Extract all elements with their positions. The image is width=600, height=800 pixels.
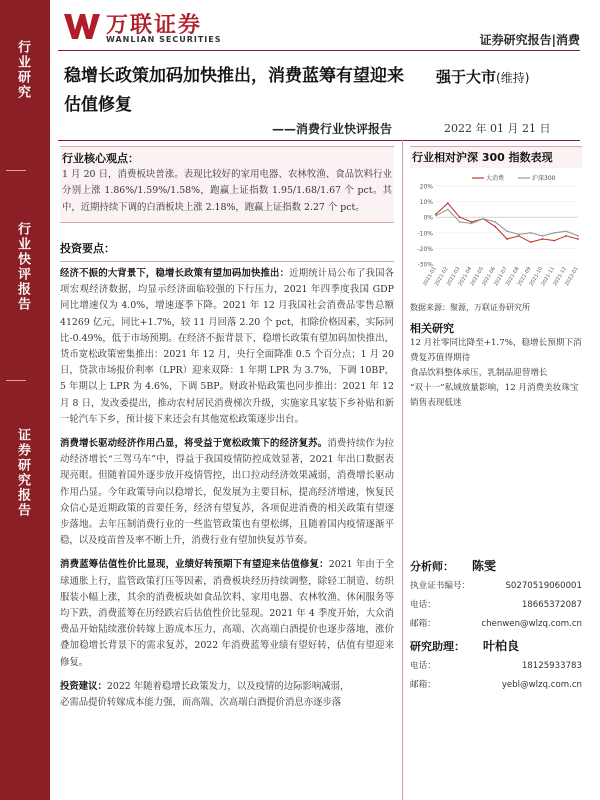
point-paragraph-1 [60,266,394,428]
title-divider [58,140,580,141]
analyst-email[interactable]: chenwen@wlzq.com.cn [481,619,582,629]
x-tick-label: 2021-11 [540,266,557,288]
x-tick-label: 2021-02 [433,266,450,288]
data-point [565,230,567,232]
analyst-phone-label: 电话： [410,600,436,610]
data-point [565,235,567,237]
analyst-phone-row [410,596,582,615]
data-point [553,232,555,234]
report-title: 稳增长政策加码加快推出，消费蓝筹有望迎来估值修复 [64,66,404,115]
point-4-lead: 投资建议： [60,680,107,692]
x-tick-label: 2021-10 [528,266,545,288]
x-tick-label: 2021-12 [552,266,568,288]
x-tick-label: 2021-04 [457,266,474,288]
report-subtitle: ——消费行业快评报告 [272,122,393,136]
rating-note: (维持) [496,71,530,85]
point-paragraph-3 [60,557,394,670]
core-heading: 行业核心观点： [62,152,139,165]
report-date: 2022 年 01 月 21 日 [444,122,551,135]
related-item[interactable]: “双十一”私域放量影响，12 月消费美妆珠宝销售表现低迷 [410,383,579,408]
legend-label: 沪深300 [532,175,556,182]
point-paragraph-4 [60,679,394,695]
analyst-cert-row [410,577,582,596]
legend-label: 大消费 [486,175,505,182]
x-tick-label: 2021-07 [493,266,509,288]
logo-text-en: WANLIAN SECURITIES [106,35,222,44]
analyst-phone: 18665372087 [521,600,582,610]
y-tick-label: -20% [417,245,433,253]
rating-value: 强于大市 [436,68,497,86]
sidebar-item-quick-review: 行业快评报告 [15,222,30,312]
assistant-name: 叶柏良 [483,639,520,653]
chart-heading: 行业相对沪深 300 指数表现 [410,146,582,168]
right-column [410,146,582,411]
analyst-name-row [410,556,582,577]
sidebar-divider [6,170,26,171]
related-item[interactable]: 食品饮料整体承压，乳制品迎替增长 [410,368,548,378]
point-paragraph-5: 必需品提价转嫁成本能力强，而高端、次高端白酒提价消息亦逐步落 [60,697,342,709]
data-point [447,202,449,204]
points-heading: 投资要点： [60,241,115,255]
point-1-lead: 经济不振的大背景下，稳增长政策有望加码加快推出： [60,268,290,280]
data-point [553,240,555,242]
report-type: 证券研究报告|消费 [479,33,580,47]
y-tick-label: 10% [419,199,433,207]
point-paragraph-2 [60,436,394,549]
x-tick-label: 2021-08 [504,266,521,288]
analyst-cert: S0270519060001 [505,581,582,591]
header-divider [58,50,580,51]
sidebar-item-securities-report: 证券研究报告 [15,428,30,518]
x-tick-label: 2021-03 [445,266,462,288]
data-point [494,226,496,228]
assistant-name-row [410,636,582,657]
performance-chart [410,172,582,292]
data-point [542,238,544,240]
data-point [447,209,449,211]
data-point [506,238,508,240]
data-point [518,233,520,235]
main-column [60,146,394,711]
x-tick-label: 2022-01 [564,266,580,288]
assistant-email-row [410,676,582,695]
analyst-block [410,556,582,695]
core-text: 1 月 20 日，消费板块普涨。表现比较好的家用电器、农林牧渔、食品饮料行业分别上涨 1.86%/1.59%/1.58%，跑赢上证指数 1.95/1.68/1.67 个 pct。其中，近期持续下调的白酒板块上涨 2.18%，跑赢上证指数 2.27 个 pct。 [62,169,392,213]
analyst-email-row [410,615,582,634]
data-point [577,238,579,240]
x-tick-label: 2021-05 [469,266,486,288]
x-tick-label: 2021-06 [481,266,497,288]
point-4-text: 2022 年随着稳增长政策发力，以及疫情的边际影响减弱， [106,680,350,692]
related-item[interactable]: 12 月社零同比降至+1.7%，稳增长预期下消费复苏值得期待 [410,338,582,363]
assistant-phone-label: 电话： [410,661,436,671]
data-point [482,218,484,220]
data-point [459,221,461,223]
points-body [60,261,394,711]
x-tick-label: 2021-01 [422,266,438,288]
data-point [494,221,496,223]
side-strip [0,0,50,800]
point-2-text: 消费持续作为拉动经济增长“三驾马车”中，得益于我国疫情防控成效显著，2021 年出口数据表现亮眼。但随着国外逐步放开疫情管控，出口拉动经济效果减弱，消费增长驱动作用凸显。今年政策导向以稳增长，促发展为主要目标，提高经济增速，恢复民众信心是近期政策的首要任务，经济有望复苏，各项促进消费的相关政策有望逐步落地。去年压制消费行业的一些监管政策也有望松绑，且随着国内疫情逐渐平稳，以及疫苗普及率不断上升，消费行业有望加快复苏节奏。 [60,438,394,547]
y-tick-label: 20% [419,183,433,191]
data-point [542,235,544,237]
point-1-text: 近期统计局公布了我国各项宏观经济数据，均显示经济面临较强的下行压力，2021 年四季度我国 GDP 同比增速仅为 4.0%，增速逐季下降。2021 年 12 月我国社会消费品零售总额 41269 亿元，同比+1.7%，较 11 月回落 2.20 个 pct，扣除价格因素，实际同比-0.49%，低于市场预期。在经济不振背景下，稳增长政策有望加码加快推出，货币宽松政策密集推出：2021 年 12 月，央行全面降准 0.5 个百分点；1 月 20 日，贷款市场报价利率（LPR）迎来双降：1 年期 LPR 为 3.7%，下调 10BP，5 年期以上 LPR 为 4.6%，下调 5BP。财政补贴政策也同步推出：2021 年 12 月 8 日，发改委提出，推动农村居民消费梯次升级，实施家具家装下乡补贴和新一轮汽车下乡，预计接下来还会有其他宽松政策逐步出台。 [60,268,394,425]
core-view-box [60,146,394,223]
data-point [530,241,532,243]
assistant-email[interactable]: yebl@wlzq.com.cn [501,680,582,690]
logo-text-cn: 万联证券 [106,13,203,38]
sidebar-divider [6,380,26,381]
data-point [506,230,508,232]
chart-source: 数据来源：聚源，万联证券研究所 [410,303,530,312]
x-tick-label: 2021-09 [516,266,533,288]
chart-wrapper [410,172,582,298]
assistant-label: 研究助理： [410,640,465,653]
point-3-lead: 消费蓝筹估值性价比显现，业绩好转预期下有望迎来估值修复： [60,559,329,571]
data-point [471,221,473,223]
data-point [435,215,437,217]
data-point [530,232,532,234]
sidebar-item-industry-research: 行业研究 [15,40,30,100]
assistant-email-label: 邮箱： [410,680,436,690]
point-3-text: 2021 年由于全球通胀上行，监管政策打压等因素，消费板块经历持续调整，除轻工制造、纺织服装小幅上涨，其余的消费板块如食品饮料、家用电器、农林牧渔、休闲服务等均下跌，消费蓝筹在历经跌宕后估值性价比显现。2021 年 4 季度开始，大众消费品开始陆续涨价转嫁上游成本压力，高端、次高端白酒提价也逐步落地，涨价叠加稳增长背景下的需求复苏，2022 年消费蓝筹业绩有望好转，估值有望迎来修复。 [60,559,394,668]
series-line [436,203,578,242]
data-point [471,223,473,225]
data-point [518,235,520,237]
data-point [577,235,579,237]
y-tick-label: -10% [417,230,433,238]
y-tick-label: -30% [417,261,433,269]
assistant-phone: 18125933783 [521,661,582,671]
rating [436,66,529,87]
analyst-cert-label: 执业证书编号： [410,581,471,591]
analyst-name: 陈雯 [472,559,497,573]
analyst-email-label: 邮箱： [410,619,436,629]
y-tick-label: 0% [423,214,433,222]
analyst-label: 分析师： [410,560,454,573]
assistant-phone-row [410,657,582,676]
column-divider [402,140,403,800]
data-point [459,216,461,218]
related-heading: 相关研究 [410,322,454,335]
wanlian-logo-icon [64,12,100,40]
point-2-lead: 消费增长驱动经济作用凸显，将受益于宽松政策下的经济复苏。 [60,438,328,450]
